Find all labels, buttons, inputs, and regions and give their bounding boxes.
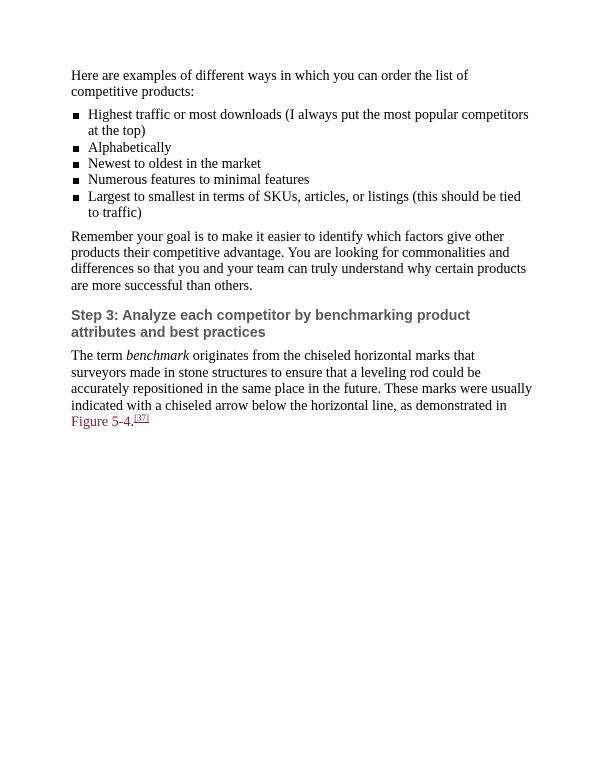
citation-footnote (134, 413, 149, 423)
list-item-text: Newest to oldest in the market (88, 156, 261, 173)
list-item (71, 140, 533, 156)
step-3-heading: Step 3: Analyze each competitor by benchmarking product attributes and best practices (71, 308, 471, 342)
list-item-text: Largest to smallest in terms of SKUs, articles, or listings (this should be tied to traffic) (88, 188, 521, 222)
square-bullet-icon (73, 162, 79, 168)
square-bullet-icon (73, 178, 79, 184)
list-item-text: Highest traffic or most downloads (I always put the most popular competitors at the top) (88, 106, 529, 140)
square-bullet-icon (73, 146, 79, 152)
citation-link[interactable]: [37] (134, 412, 150, 423)
ordering-options-list (71, 107, 533, 222)
list-item-text: Alphabetically (88, 139, 172, 156)
benchmark-text-start: The term (71, 348, 127, 365)
list-item (71, 172, 533, 188)
benchmark-term: benchmark (126, 348, 190, 365)
list-item-text: Numerous features to minimal features (88, 172, 310, 189)
square-bullet-icon (73, 195, 79, 201)
list-item (71, 189, 533, 222)
list-item (71, 107, 533, 140)
remember-paragraph: Remember your goal is to make it easier to identify which factors give other products their competitive advantage. You are looking for commonalities and differences so that you and your team can truly understand why certain products are more successful than others. (71, 228, 527, 294)
benchmark-text-body: originates from the chiseled horizontal marks that surveyors made in stone structures to ensure that a leveling rod could be accurately repositioned in the same place in the future. These marks were usually indicated with a chiseled arrow below the horizontal line, as demonstrated in (71, 348, 533, 414)
document-page (71, 68, 533, 430)
square-bullet-icon (73, 113, 79, 119)
benchmark-paragraph (71, 348, 533, 430)
sentence-period: . (130, 413, 135, 430)
intro-paragraph: Here are examples of different ways in which you can order the list of competitive products: (71, 68, 469, 101)
figure-5-4-link[interactable]: Figure 5-4 (71, 413, 131, 430)
list-item (71, 156, 533, 172)
